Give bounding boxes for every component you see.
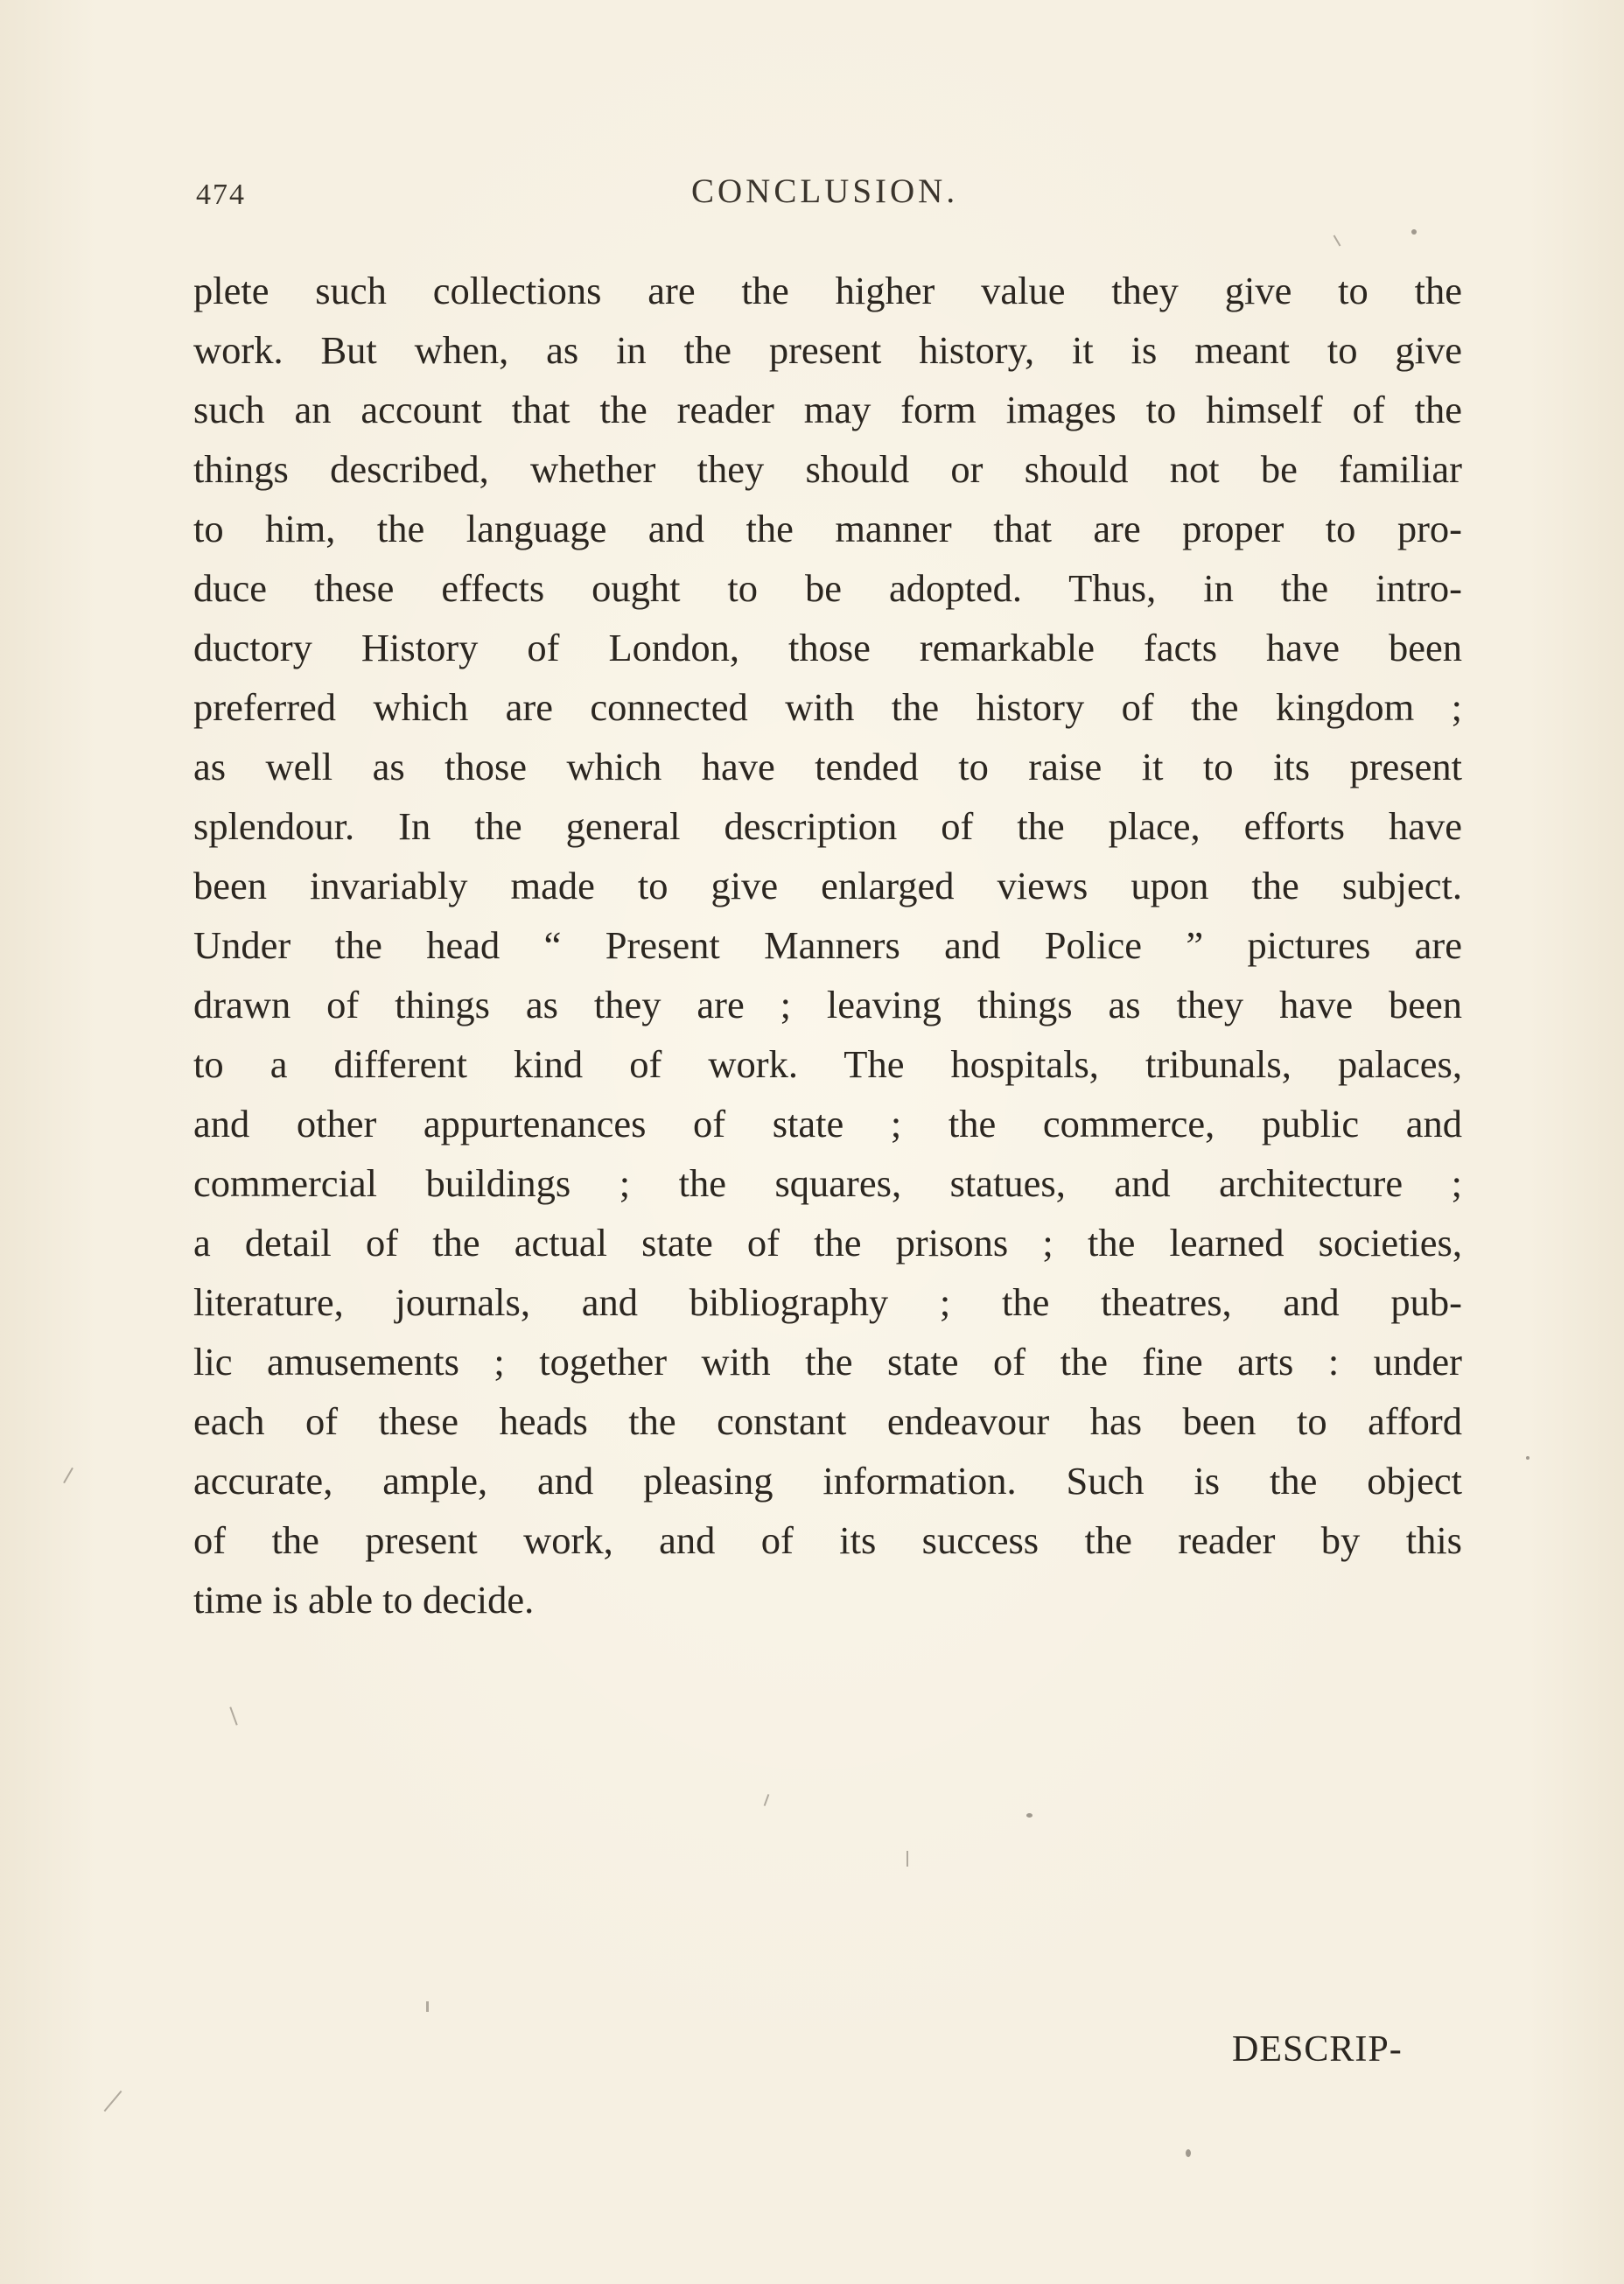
paper-speck bbox=[1411, 229, 1417, 235]
paper-mark bbox=[426, 2001, 429, 2012]
text-line: of the present work, and of its success the reader by this bbox=[193, 1518, 1462, 1562]
paper-mark bbox=[63, 1468, 74, 1483]
text-line: ductory History of London, those remarkable facts have been bbox=[193, 626, 1462, 669]
text-line-last: time is able to decide. bbox=[193, 1578, 535, 1622]
text-line: preferred which are connected with the history of the kingdom ; bbox=[193, 685, 1462, 729]
text-line: to a different kind of work. The hospitals, tribunals, palaces, bbox=[193, 1042, 1462, 1086]
paper-mark bbox=[906, 1851, 908, 1867]
catchword: DESCRIP- bbox=[1232, 2029, 1403, 2070]
paper-speck bbox=[1526, 1456, 1530, 1460]
text-line: duce these effects ought to be adopted. Thus, in the intro- bbox=[193, 566, 1462, 610]
text-line: commercial buildings ; the squares, statues, and architecture ; bbox=[193, 1161, 1462, 1205]
text-line: as well as those which have tended to raise it to its present bbox=[193, 745, 1462, 788]
text-line: to him, the language and the manner that are proper to pro- bbox=[193, 507, 1462, 550]
page-number: 474 bbox=[196, 179, 246, 211]
paper-speck bbox=[1186, 2149, 1191, 2157]
text-line: work. But when, as in the present history, it is meant to give bbox=[193, 328, 1462, 372]
text-line: plete such collections are the higher value they give to the bbox=[193, 269, 1462, 312]
text-line: such an account that the reader may form images to himself of the bbox=[193, 388, 1462, 431]
paper-speck bbox=[1026, 1813, 1032, 1818]
text-line: a detail of the actual state of the prisons ; the learned societies, bbox=[193, 1221, 1462, 1265]
text-line: accurate, ample, and pleasing information. Such is the object bbox=[193, 1459, 1462, 1503]
text-line: been invariably made to give enlarged views upon the subject. bbox=[193, 864, 1462, 907]
paper-mark bbox=[764, 1794, 770, 1806]
text-line: lic amusements ; together with the state of the fine arts : under bbox=[193, 1340, 1462, 1384]
paper-mark bbox=[1334, 235, 1341, 246]
paper-mark bbox=[229, 1706, 237, 1725]
text-line: and other appurtenances of state ; the commerce, public and bbox=[193, 1102, 1462, 1146]
text-line: drawn of things as they are ; leaving things as they have been bbox=[193, 983, 1462, 1026]
chapter-title: CONCLUSION. bbox=[691, 172, 959, 210]
text-line: things described, whether they should or should not be familiar bbox=[193, 447, 1462, 491]
running-head bbox=[192, 172, 1461, 224]
text-line: each of these heads the constant endeavour has been to afford bbox=[193, 1399, 1462, 1443]
text-line: literature, journals, and bibliography ; the theatres, and pub- bbox=[193, 1280, 1462, 1324]
body-paragraph bbox=[193, 261, 1462, 1629]
paper-mark bbox=[104, 2091, 122, 2112]
text-line: splendour. In the general description of the place, efforts have bbox=[193, 804, 1462, 848]
text-line: Under the head “ Present Manners and Police ” pictures are bbox=[193, 923, 1462, 967]
